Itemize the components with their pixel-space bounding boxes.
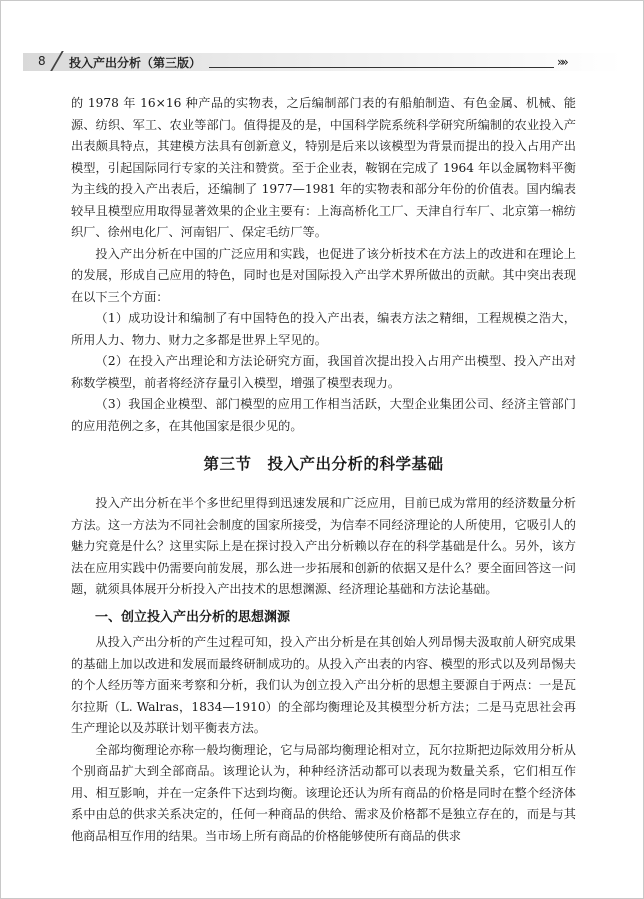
body-paragraph: 投入产出分析在半个多世纪里得到迅速发展和广泛应用，目前已成为常用的经济数量分析方法。这一方法为不同社会制度的国家所接受，为信奉不同经济理论的人所使用，它吸引人的魅力究竟是什么？这里实际上是在探讨投入产出分析赖以存在的科学基础是什么。另外，该方法在应用实践中仍需要向前发展，那么进一步拓展和创新的依据又是什么？要全面回答这一问题，就须具体展开分析投入产出技术的思想渊源、经济理论基础和方法论基础。 [71,496,576,596]
body-paragraph: 的 1978 年 16×16 种产品的实物表，之后编制部门表的有船舶制造、有色金属、机械、能源、纺织、军工、农业等部门。值得提及的是，中国科学院系统科学研究所编制的农业投入产出表颇具特点，其建模方法具有创新意义，特别是后来以该模型为背景而提出的投入占用产出模型，引起国际同行专家的关注和赞赏。至于企业表，鞍钢在完成了 1964 年以金属物料平衡为主线的投入产出表后，还编制了 1977—1981 年的实物表和部分年份的价值表。国内编表较早且模型应用取得显著效果的企业主要有：上海高桥化工厂、天津自行车厂、北京第一棉纺织厂、徐州电化厂、河南铝厂、保定毛纺厂等。 [71,96,576,239]
body-paragraph: 从投入产出分析的产生过程可知，投入产出分析是在其创始人列昂惕夫汲取前人研究成果的基础上加以改进和发展而最终研制成功的。从投入产出表的内容、模型的形式以及列昂惕夫的个人经历等方面来考察和分析，我们认为创立投入产出分析的思想主要源自于两点：一是瓦尔拉斯（L. Walras，1834—1910）的全部均衡理论及其模型分析方法；二是马克思社会再生产理论以及苏联计划平衡表方法。 [71,635,576,735]
body-paragraph: 投入产出分析在中国的广泛应用和实践，也促进了该分析技术在方法上的改进和在理论上的发展，形成自己应用的特色，同时也是对国际投入产出学术界所做出的贡献。其中突出表现在以下三个方面： [71,246,576,304]
list-item: （1）成功设计和编制了有中国特色的投入产出表，编表方法之精细，工程规模之浩大，所用人力、物力、财力之多都是世界上罕见的。 [71,311,576,347]
book-title: 投入产出分析（第三版） [69,56,202,70]
list-item: （3）我国企业模型、部门模型的应用工作相当活跃，大型企业集团公司、经济主管部门的应用范例之多，在其他国家是很少见的。 [71,397,576,433]
double-chevron-right-icon: »» [557,55,566,69]
subsection-heading: 一、创立投入产出分析的思想渊源 [95,609,291,625]
page-body [71,93,576,847]
header-rule [209,67,554,68]
body-paragraph: 全部均衡理论亦称一般均衡理论，它与局部均衡理论相对立，瓦尔拉斯把边际效用分析从个别商品扩大到全部商品。该理论认为，种种经济活动都可以表现为数量关系，它们相互作用、相互影响，并在一定条件下达到均衡。该理论还认为所有商品的价格是同时在整个经济体系中由总的供求关系决定的，任何一种商品的供给、需求及价格都不是独立存在的，而是与其他商品相互作用的结果。当市场上所有商品的价格能够使所有商品的供求 [71,742,576,843]
running-header [1,49,644,73]
page-number: 8 [38,54,46,68]
section-heading: 第三节 投入产出分析的科学基础 [203,455,444,473]
list-item: （2）在投入产出理论和方法论研究方面，我国首次提出投入占用产出模型、投入产出对称数学模型，前者将经济存量引入模型，增强了模型表现力。 [71,354,576,390]
